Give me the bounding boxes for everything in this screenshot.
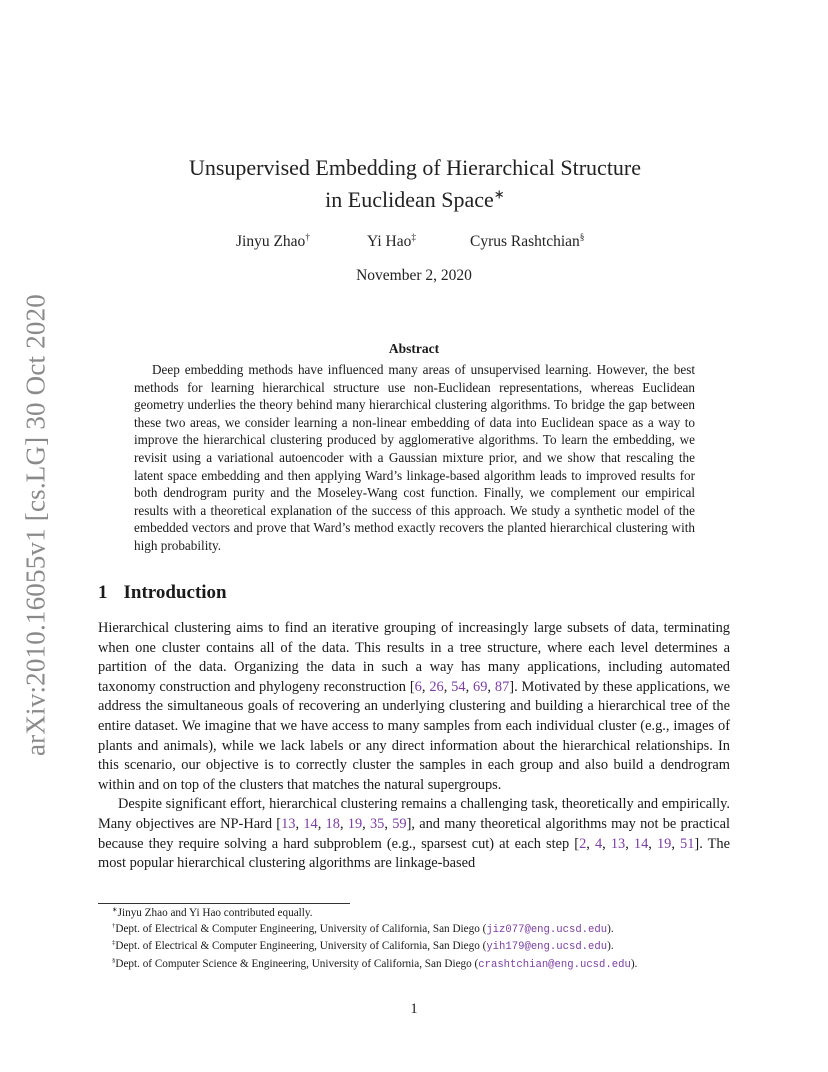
paragraph-text: ], and many theoretical algorithms may not be practical because they require solving a hard subproblem (e.g., sparsest cut) at each step [ — [98, 815, 731, 852]
abstract-heading: Abstract — [388, 341, 440, 356]
citation-link[interactable]: 18 — [325, 815, 340, 832]
citation-link[interactable]: 19 — [656, 835, 672, 852]
paragraph-1: Hierarchical clustering aims to find an iterative grouping of increasingly large subsets of data, terminating when one cluster contains all of the data. This results in a tree structure, where each level determines a partition of the data. Organizing the data in such a way has many applications, including automated taxonomy construction and phylogeny reconstruction [6, 26, 54, 69, 87]. Motivated by these applications, we address the simultaneous goals of recovering an underlying clustering and building a hierarchical tree of the entire dataset. We imagine that we have access to many samples from each individual cluster (e.g., images of plants and animals), while we lack labels or any direct information about the hierarchical relationships. In this scenario, our objective is to correctly cluster the samples in each group and also build a dendrogram within and on top of the clusters that matches the natural supergroups. — [98, 620, 730, 793]
title-line-1: Unsupervised Embedding of Hierarchical Structure — [188, 155, 642, 180]
email-link[interactable]: yih179@eng.ucsd.edu — [486, 941, 608, 954]
footnote-close: ). — [630, 957, 638, 970]
citation-link[interactable]: 13 — [281, 815, 296, 832]
title-line-2 — [100, 184, 730, 216]
citation-link[interactable]: 19 — [347, 815, 363, 832]
section-title: Introduction — [123, 582, 227, 603]
author-3 — [470, 233, 584, 251]
author-footnote-mark: † — [305, 232, 310, 243]
author-list — [0, 233, 828, 255]
citation-link[interactable]: 35 — [369, 815, 385, 832]
author-name: Jinyu Zhao — [236, 233, 306, 250]
paragraph-text: Hierarchical clustering aims to find an iterative grouping of increasingly large subsets of data, terminating when one cluster contains all of the data. This results in a tree structure, where each level determines a partition of the data. Organizing the data in such a way has many applications, including automated taxonomy construction and phylogeny reconstruction [ — [98, 620, 730, 695]
paragraph-text: ]. The most popular hierarchical clustering algorithms are linkage-based — [98, 835, 730, 872]
citation-link[interactable]: 51 — [680, 835, 695, 852]
paper-title — [100, 152, 730, 216]
footnote — [112, 956, 732, 973]
footnote-text: Jinyu Zhao and Yi Hao contributed equally. — [117, 907, 313, 919]
email-link[interactable]: jiz077@eng.ucsd.edu — [486, 924, 608, 937]
author-name: Cyrus Rashtchian — [470, 233, 580, 250]
footnote-mark: † — [112, 922, 116, 930]
paragraph-2: Despite significant effort, hierarchical clustering remains a challenging task, theoretically and empirically. Many objectives are NP-Hard [13, 14, 18, 19, 35, 59], and many theoretical algorithms may not be practical because they require solving a hard subproblem (e.g., sparsest cut) at each step [2, 4, 13, 14, 19, 51]. The most popular hierarchical clustering algorithms are linkage-based — [98, 796, 731, 872]
email-link[interactable]: crashtchian@eng.ucsd.edu — [478, 958, 631, 971]
author-2 — [367, 233, 416, 251]
footnote — [112, 905, 732, 921]
footnote — [112, 921, 732, 938]
page-number: 1 — [410, 1001, 418, 1017]
footnote-text: Dept. of Electrical & Computer Engineering, University of California, San Diego ( — [115, 923, 487, 936]
citation-link[interactable]: 6 — [414, 678, 422, 695]
citation-link[interactable]: 14 — [303, 815, 318, 832]
section-number: 1 — [98, 582, 108, 603]
author-1 — [236, 233, 310, 251]
footnote-close: ). — [607, 923, 614, 936]
footnote-mark: ∗ — [112, 906, 118, 914]
abstract-text: Deep embedding methods have influenced many areas of unsupervised learning. However, the best methods for learning hierarchical structure use non-Euclidean representations, whereas Euclidean geometry underlies the theory behind many hierarchical clustering algorithms. To bridge the gap between these two areas, we consider learning a non-linear embedding of data into Euclidean space as a way to improve the hierarchical clustering produced by agglomerative algorithms. To learn the embedding, we revisit using a variational autoencoder with a Gaussian mixture prior, and we show that rescaling the latent space embedding and then applying Ward’s linkage-based algorithm leads to improved results for both dendrogram purity and the Moseley-Wang cost function. Finally, we complement our empirical results with a theoretical explanation of the success of this approach. We study a synthetic model of the embedded vectors and prove that Ward’s method exactly recovers the planted hierarchical clustering with high probability. — [134, 362, 695, 553]
footnotes — [112, 905, 732, 973]
footnote-text: Dept. of Electrical & Computer Engineering, University of California, San Diego ( — [115, 940, 487, 953]
citation-link[interactable]: 54 — [451, 678, 466, 695]
citation-link[interactable]: 13 — [610, 835, 626, 852]
title-footnote-mark: ∗ — [493, 186, 505, 202]
citation-link[interactable]: 2 — [579, 835, 587, 852]
paragraph-text: ]. Motivated by these applications, we address the simultaneous goals of recovering an underlying clustering and building a hierarchical tree of the entire dataset. We imagine that we have access to many samples from each individual cluster (e.g., images of plants and animals), while we lack labels or any direct information about the hierarchical relationships. In this scenario, our objective is to correctly cluster the samples in each group and also build a dendrogram within and on top of the clusters that matches the natural supergroups. — [98, 678, 730, 793]
footnote-divider — [98, 903, 350, 904]
author-footnote-mark: § — [579, 232, 585, 243]
footnote-text: Dept. of Computer Science & Engineering, University of California, San Diego ( — [115, 957, 479, 970]
footnote-mark: § — [112, 956, 116, 964]
citation-link[interactable]: 14 — [633, 835, 649, 852]
introduction-body — [98, 619, 730, 874]
citation-link[interactable]: 26 — [429, 678, 444, 695]
citation-link[interactable]: 4 — [594, 835, 603, 852]
paper-date: November 2, 2020 — [356, 267, 472, 284]
footnote — [112, 938, 732, 955]
author-footnote-mark: ‡ — [411, 232, 416, 243]
paragraph-text: Despite significant effort, hierarchical clustering remains a challenging task, theoretically and empirically. Many objectives are NP-Hard [ — [98, 796, 730, 832]
title-line-2-text: in Euclidean Space — [325, 187, 494, 212]
citation-link[interactable]: 69 — [473, 678, 488, 695]
citation-link[interactable]: 87 — [494, 678, 510, 695]
citation-link[interactable]: 59 — [392, 815, 407, 832]
footnote-mark: ‡ — [112, 939, 116, 947]
footnote-close: ). — [607, 940, 614, 953]
section-heading — [98, 582, 227, 604]
author-name: Yi Hao — [367, 233, 412, 250]
arxiv-stamp: arXiv:2010.16055v1 [cs.LG] 30 Oct 2020 — [20, 293, 51, 757]
